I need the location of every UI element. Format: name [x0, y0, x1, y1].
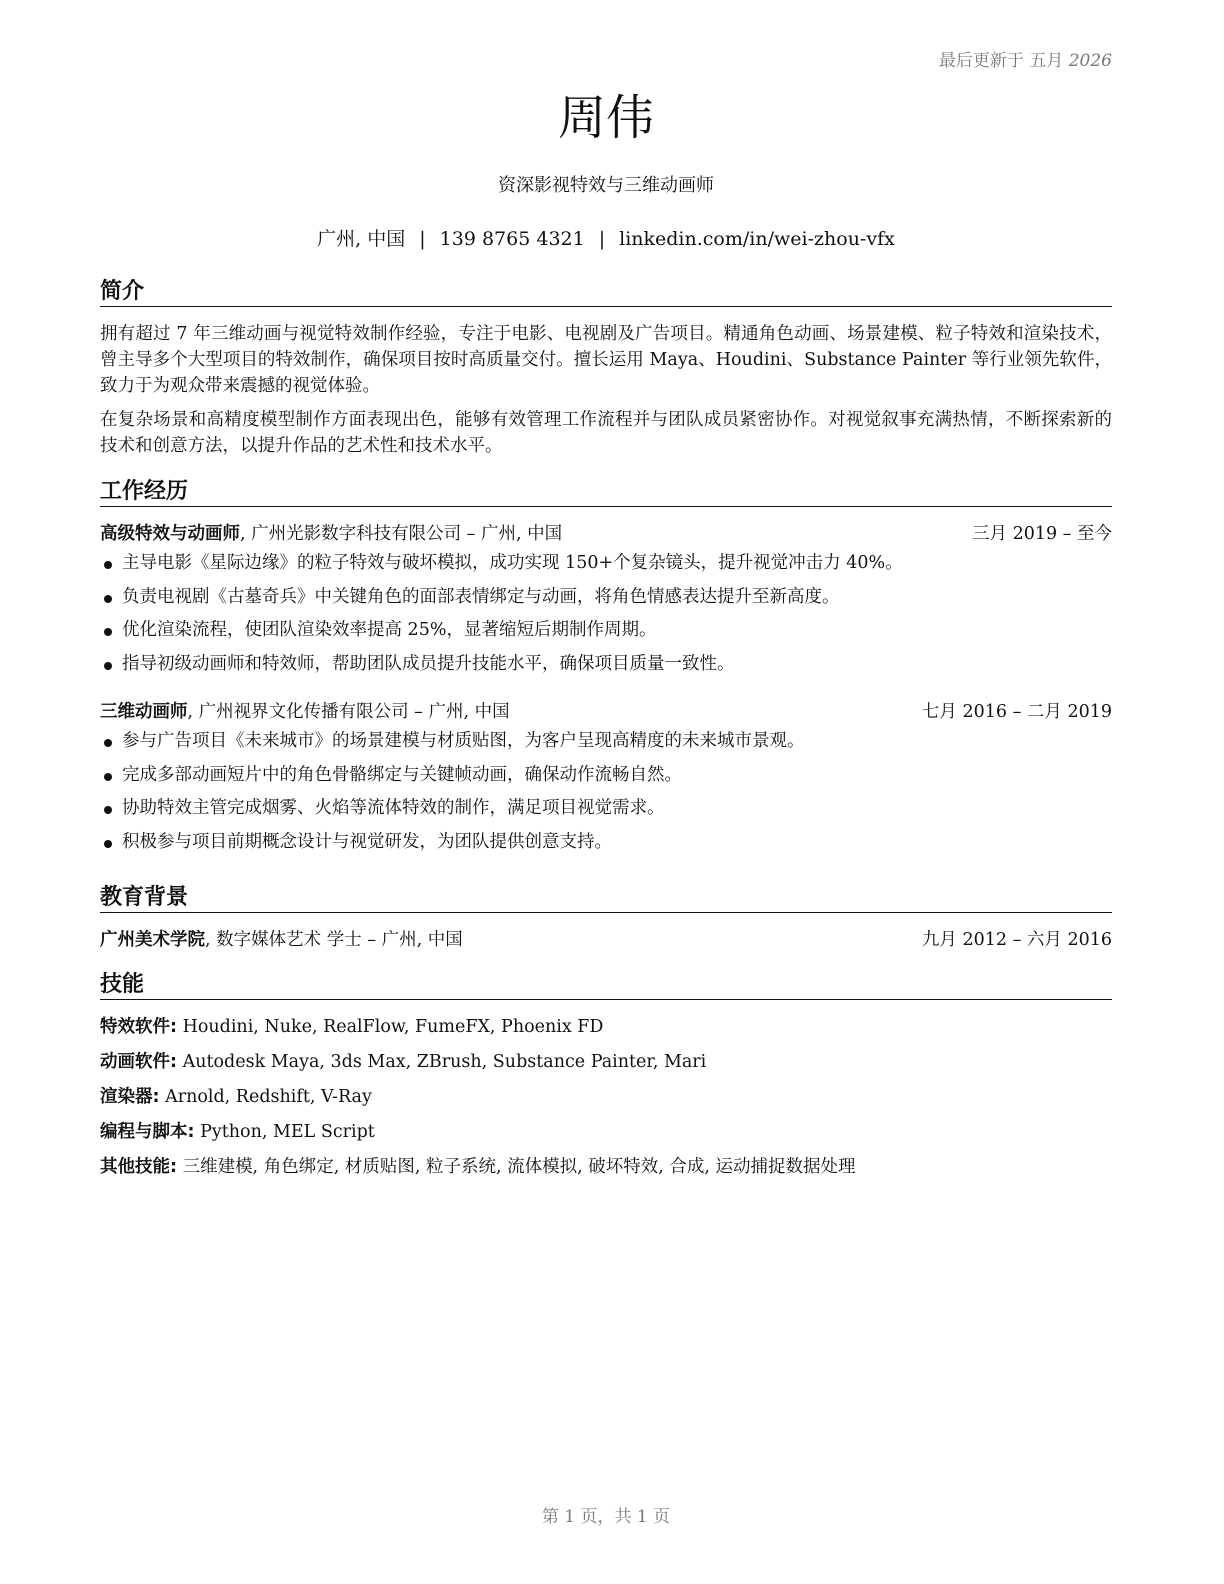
experience-section	[100, 478, 1112, 859]
bullet-item: 完成多部动画短片中的角色骨骼绑定与关键帧动画，确保动作流畅自然。	[100, 759, 1112, 793]
resume-page	[100, 0, 1112, 1584]
education-school: 广州美术学院	[100, 930, 205, 950]
page-footer: 第 1 页，共 1 页	[541, 1507, 671, 1527]
bullet-item: 积极参与项目前期概念设计与视觉研发，为团队提供创意支持。	[100, 826, 1112, 860]
skill-label: 编程与脚本:	[100, 1122, 195, 1142]
contact-location: 广州, 中国	[317, 228, 406, 250]
section-title-summary: 简介	[100, 278, 1112, 307]
skill-value: Python, MEL Script	[194, 1122, 375, 1142]
contact-linkedin-link[interactable]: linkedin.com/in/wei-zhou-vfx	[619, 228, 895, 250]
job-dates: 七月 2016 – 二月 2019	[921, 702, 1112, 722]
skill-label: 动画软件:	[100, 1052, 177, 1072]
job-company: , 广州视界文化传播有限公司 – 广州, 中国	[187, 702, 510, 722]
bullet-item: 负责电视剧《古墓奇兵》中关键角色的面部表情绑定与动画，将角色情感表达提升至新高度。	[100, 581, 1112, 615]
job-bullets	[100, 547, 1112, 681]
job-company: , 广州光影数字科技有限公司 – 广州, 中国	[240, 524, 563, 544]
skill-value: Houdini, Nuke, RealFlow, FumeFX, Phoenix FD	[177, 1017, 604, 1037]
skill-row	[100, 1115, 1112, 1150]
skill-row	[100, 1045, 1112, 1080]
bullet-item: 主导电影《星际边缘》的粒子特效与破坏模拟，成功实现 150+个复杂镜头，提升视觉冲击力 40%。	[100, 547, 1112, 581]
skills-section	[100, 971, 1112, 1185]
skill-row	[100, 1010, 1112, 1045]
education-detail: , 数字媒体艺术 学士 – 广州, 中国	[205, 930, 463, 950]
skill-label: 特效软件:	[100, 1017, 177, 1037]
job-header	[100, 521, 1112, 547]
candidate-name: 周伟	[557, 90, 654, 146]
contact-separator: |	[598, 228, 606, 250]
contact-separator: |	[419, 228, 426, 250]
last-updated-label: 最后更新于 五月	[938, 51, 1064, 71]
last-updated-year: 2026	[1068, 51, 1112, 71]
skill-label: 其他技能:	[100, 1157, 177, 1177]
bullet-item: 指导初级动画师和特效师，帮助团队成员提升技能水平，确保项目质量一致性。	[100, 648, 1112, 682]
skill-value: 三维建模, 角色绑定, 材质贴图, 粒子系统, 流体模拟, 破坏特效, 合成, 运动捕捉数据处理	[177, 1157, 856, 1177]
skill-row	[100, 1150, 1112, 1185]
section-title-education: 教育背景	[100, 884, 1112, 913]
bullet-item: 协助特效主管完成烟雾、火焰等流体特效的制作，满足项目视觉需求。	[100, 792, 1112, 826]
bullet-item: 优化渲染流程，使团队渲染效率提高 25%，显著缩短后期制作周期。	[100, 614, 1112, 648]
education-entry	[100, 927, 1112, 953]
job-entry	[100, 699, 1112, 859]
contact-phone: 139 8765 4321	[439, 228, 585, 250]
job-role: 三维动画师	[100, 702, 188, 722]
summary-paragraph: 拥有超过 7 年三维动画与视觉特效制作经验，专注于电影、电视剧及广告项目。精通角色动画、场景建模、粒子特效和渲染技术，曾主导多个大型项目的特效制作，确保项目按时高质量交付。擅长运用 Maya、Houdini、Substance Painter 等行业领先软件，致力于为观众带来震撼的视觉体验。	[100, 324, 1112, 396]
skill-value: Autodesk Maya, 3ds Max, ZBrush, Substance Painter, Mari	[177, 1052, 707, 1072]
skill-label: 渲染器:	[100, 1087, 160, 1107]
education-dates: 九月 2012 – 六月 2016	[921, 930, 1112, 950]
job-role: 高级特效与动画师	[100, 524, 240, 544]
section-title-skills: 技能	[100, 971, 1112, 1000]
headline: 资深影视特效与三维动画师	[498, 175, 714, 196]
skill-row	[100, 1080, 1112, 1115]
job-header	[100, 699, 1112, 725]
bullet-item: 参与广告项目《未来城市》的场景建模与材质贴图，为客户呈现高精度的未来城市景观。	[100, 725, 1112, 759]
summary-section	[100, 278, 1112, 459]
job-dates: 三月 2019 – 至今	[972, 524, 1112, 544]
skills-list	[100, 1010, 1112, 1185]
summary-paragraph: 在复杂场景和高精度模型制作方面表现出色，能够有效管理工作流程并与团队成员紧密协作。对视觉叙事充满热情，不断探索新的技术和创意方法，以提升作品的艺术性和技术水平。	[100, 410, 1112, 456]
contact-line	[100, 224, 1112, 251]
section-title-experience: 工作经历	[100, 478, 1112, 507]
skill-value: Arnold, Redshift, V-Ray	[159, 1087, 372, 1107]
education-section	[100, 884, 1112, 953]
job-entry	[100, 521, 1112, 681]
last-updated	[939, 46, 1112, 71]
job-bullets	[100, 725, 1112, 859]
